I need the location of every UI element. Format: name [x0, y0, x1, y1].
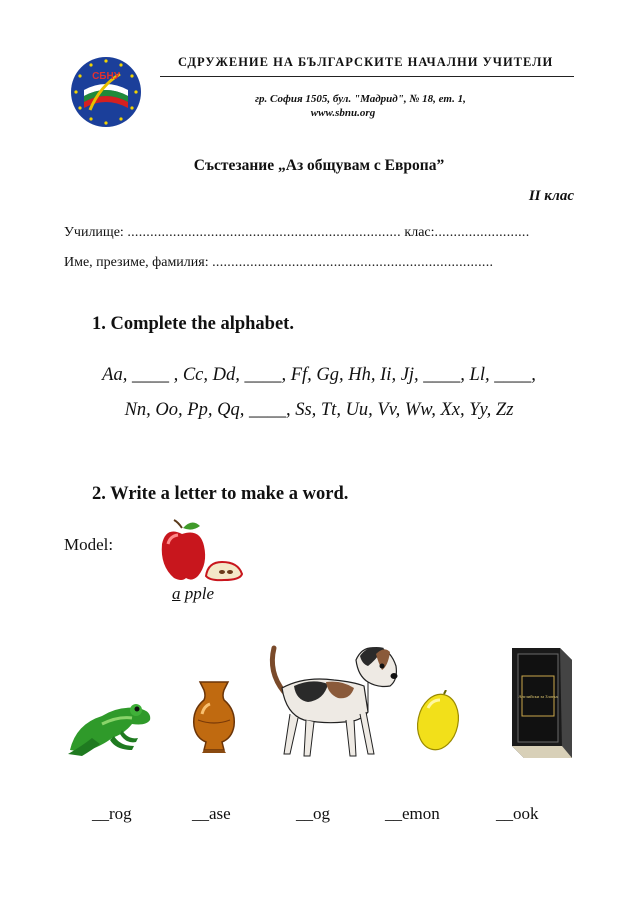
name-input-dots[interactable]: .......................................................................... [212, 255, 494, 270]
word-blank-vase[interactable]: __ase [192, 804, 231, 823]
apple-image [158, 518, 244, 584]
book-image [506, 646, 578, 760]
vase-image [190, 680, 238, 754]
class-label: клас: [400, 225, 435, 240]
model-word [172, 584, 214, 604]
logo-text: СБНУ [92, 71, 120, 82]
model-word-first-letter: a [172, 584, 181, 603]
alphabet-line-1: Aa, ____ , Cc, Dd, ____, Ff, Gg, Hh, Ii, Jj, ____, Ll, ____, [102, 365, 536, 385]
organization-address: гр. София 1505, бул. "Мадрид", № 18, ет. 1, [255, 93, 466, 105]
word-blank-frog[interactable]: __rog [92, 804, 132, 823]
name-field-line [64, 255, 493, 271]
word-blank-book[interactable]: __ook [496, 804, 539, 823]
header-divider [160, 76, 574, 77]
school-label: Училище: [64, 225, 128, 240]
frog-image [62, 694, 156, 760]
lemon-image [412, 690, 464, 752]
dog-image [264, 642, 400, 760]
word-blank-dog[interactable]: __og [296, 804, 330, 823]
alphabet-line-2: Nn, Oo, Pp, Qq, ____, Ss, Tt, Uu, Vv, Ww, Xx, Yy, Zz [124, 400, 514, 420]
model-word-rest: pple [180, 584, 215, 603]
grade-label: II клас [528, 188, 574, 204]
word-blank-lemon[interactable]: __emon [385, 804, 440, 823]
model-label: Model: [64, 535, 114, 554]
organization-website: www.sbnu.org [310, 107, 376, 119]
class-input-dots[interactable]: ......................... [434, 225, 530, 240]
organization-name: СДРУЖЕНИЕ НА БЪЛГАРСКИТЕ НАЧАЛНИ УЧИТЕЛИ [178, 55, 554, 69]
section1-heading: 1. Complete the alphabet. [92, 314, 294, 334]
name-label: Име, презиме, фамилия: [64, 255, 213, 270]
book-title: Английски за Златка [518, 694, 558, 699]
section2-heading: 2. Write a letter to make a word. [92, 484, 349, 504]
school-input-dots[interactable]: ........................................................................ [127, 225, 401, 240]
school-field-line [64, 225, 530, 241]
contest-title: Състезание „Аз общувам с Европа” [193, 157, 445, 174]
